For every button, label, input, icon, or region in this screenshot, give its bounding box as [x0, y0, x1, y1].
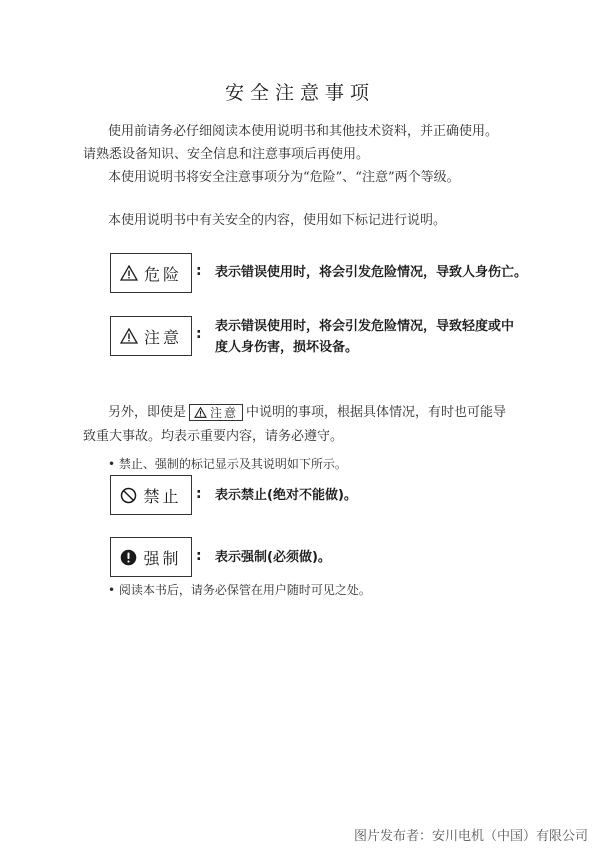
- note-text-before: 另外，即使是: [108, 405, 187, 420]
- bullet-1-text: 禁止、强制的标记显示及其说明如下所示。: [118, 457, 347, 471]
- exclamation-circle-icon: [120, 549, 137, 566]
- danger-label: 危险: [143, 264, 182, 284]
- caution-description-line-2: 度人身伤害，损坏设备。: [215, 340, 359, 355]
- caution-label-box: [110, 316, 192, 356]
- danger-label-box: [110, 253, 192, 293]
- intro-line-2: 请熟悉设备知识、安全信息和注意事项后再使用。: [83, 147, 370, 162]
- image-credit: 图片发布者：安川电机（中国）有限公司: [353, 829, 588, 844]
- prohibited-label: 禁止: [143, 486, 182, 506]
- caution-description-line-1: 表示错误使用时，将会引发危险情况，导致轻度或中: [215, 319, 515, 334]
- bullet-dot: •: [108, 457, 116, 471]
- warning-triangle-icon: [120, 265, 138, 281]
- bullet-2-text: 阅读本书后，请务必保管在用户随时可见之处。: [118, 583, 371, 597]
- note-text-after: 中说明的事项，根据具体情况，有时也可能导: [246, 405, 507, 420]
- danger-colon: :: [196, 263, 202, 279]
- bullet-item-1: [108, 454, 347, 474]
- danger-description: 表示错误使用时，将会引发危险情况，导致人身伤亡。: [215, 265, 528, 280]
- prohibition-icon: [120, 487, 137, 504]
- mandatory-label: 强制: [143, 548, 182, 568]
- caution-colon: :: [196, 326, 202, 342]
- intro-line-3: 本使用说明书将安全注意事项分为“危险”、“注意”两个等级。: [108, 170, 460, 185]
- inline-caution-label: 注意: [210, 405, 239, 420]
- mandatory-description: 表示强制(必须做)。: [215, 550, 331, 565]
- warning-triangle-icon: [194, 407, 207, 418]
- mandatory-label-box: [110, 537, 192, 577]
- page-title: 安全注意事项: [224, 82, 375, 104]
- prohibited-description: 表示禁止(绝对不能做)。: [215, 488, 357, 503]
- warning-triangle-icon: [120, 328, 138, 344]
- mandatory-colon: :: [196, 548, 202, 564]
- bullet-item-2: [108, 580, 371, 600]
- intro-line-4: 本使用说明书中有关安全的内容，使用如下标记进行说明。: [108, 213, 447, 228]
- prohibited-colon: :: [196, 486, 202, 502]
- intro-line-1: 使用前请务必仔细阅读本使用说明书和其他技术资料，并正确使用。: [108, 124, 499, 139]
- note-line-2: 致重大事故。均表示重要内容，请务必遵守。: [83, 429, 344, 444]
- caution-label: 注意: [143, 327, 182, 347]
- inline-caution-box: [189, 404, 243, 421]
- prohibited-label-box: [110, 475, 192, 515]
- note-line-1: [108, 403, 506, 423]
- bullet-dot: •: [108, 583, 116, 597]
